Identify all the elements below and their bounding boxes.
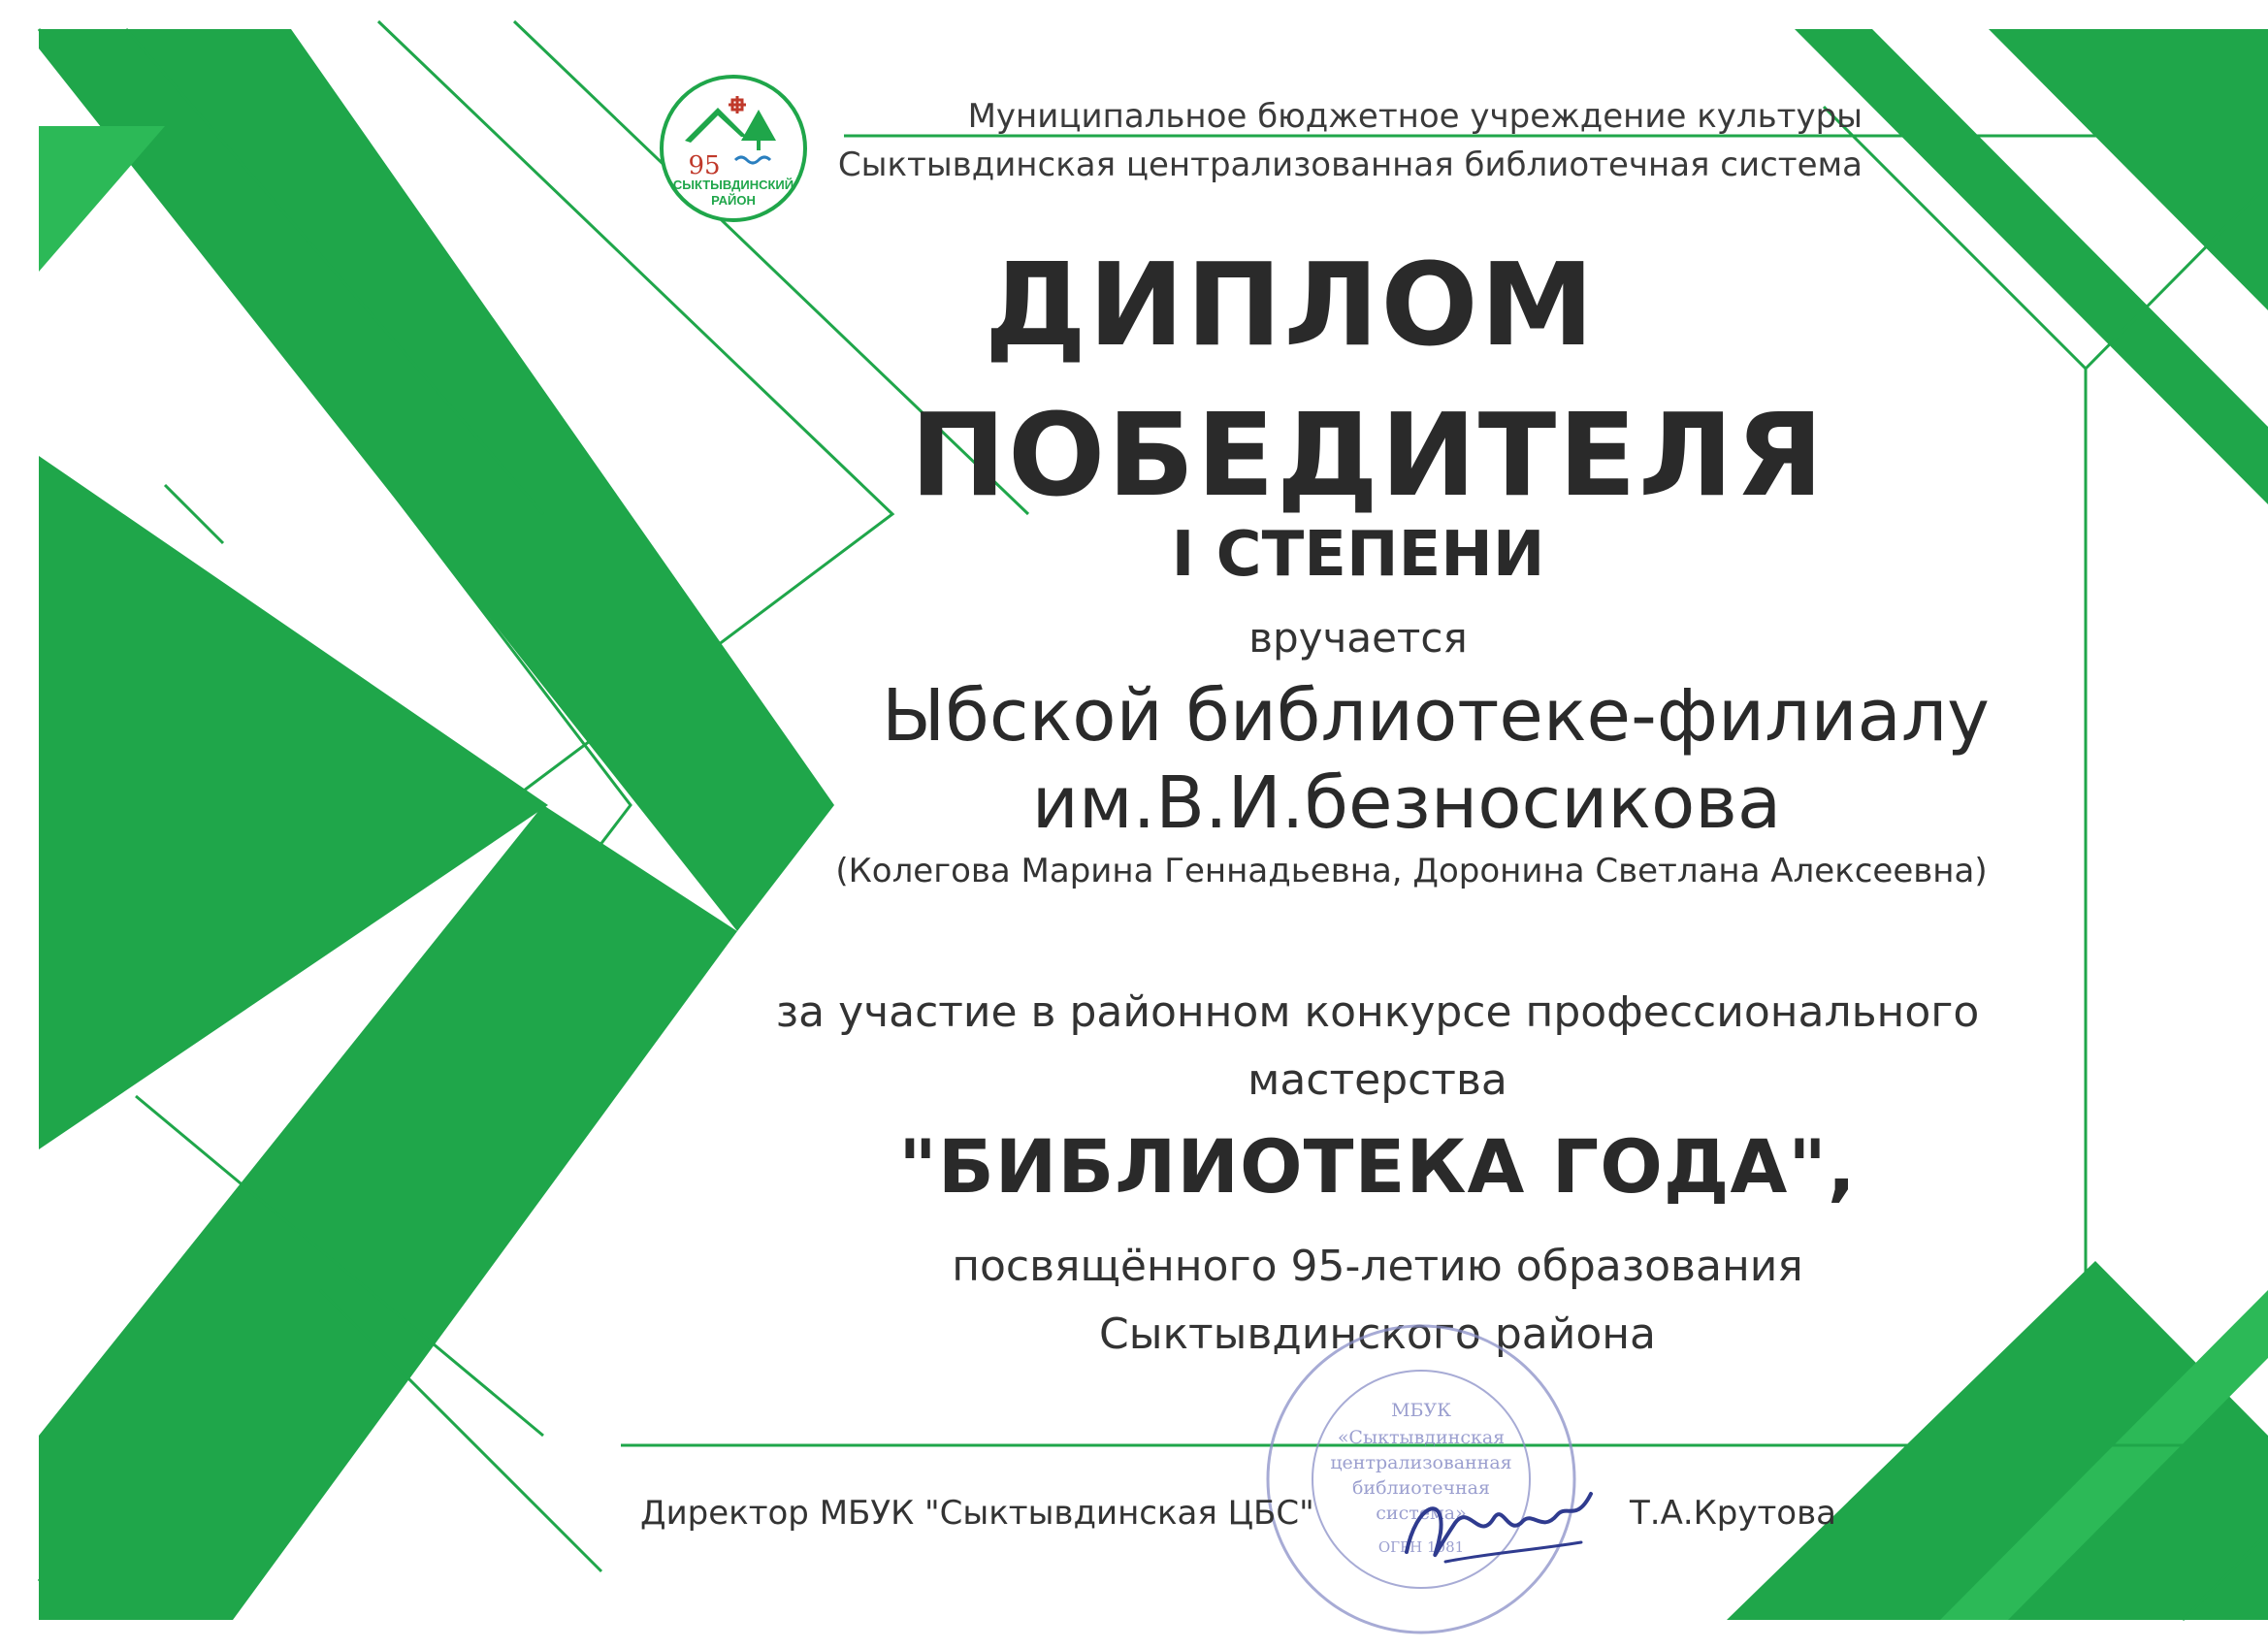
stamp-line5: система» bbox=[1376, 1503, 1467, 1524]
stamp-line2: «Сыктывдинская bbox=[1337, 1427, 1506, 1448]
signatory-title: Директор МБУК "Сыктывдинская ЦБС" bbox=[640, 1494, 1314, 1533]
logo-line1: СЫКТЫВДИНСКИЙ bbox=[672, 178, 794, 192]
director-signature bbox=[1387, 1465, 1610, 1581]
stamp-ogrn: ОГРН 1081 bbox=[1377, 1538, 1465, 1556]
ornament-icon bbox=[729, 96, 746, 113]
diploma-degree: I СТЕПЕНИ bbox=[1171, 519, 1545, 591]
stamp-line1: МБУК bbox=[1391, 1400, 1451, 1421]
dedication-line1: посвящённого 95-летию образования bbox=[952, 1242, 1803, 1291]
diploma-title-line2: ПОБЕДИТЕЛЯ bbox=[910, 388, 1826, 522]
stamp-line3: централизованная bbox=[1330, 1452, 1512, 1473]
district-logo bbox=[658, 73, 809, 224]
recipient-line2: им.В.И.безносикова bbox=[1031, 761, 1782, 845]
logo-number: 95 bbox=[688, 151, 721, 180]
signatory-name: Т.А.Крутова bbox=[1630, 1494, 1836, 1533]
recipient-members: (Колегова Марина Геннадьевна, Доронина Светлана Алексеевна) bbox=[835, 852, 1988, 890]
diploma-title-line1: ДИПЛОМ bbox=[984, 238, 1597, 372]
organization-line2: Сыктывдинская централизованная библиотечная система bbox=[837, 146, 1863, 184]
logo-line2: РАЙОН bbox=[711, 193, 756, 208]
dedication-line2: Сыктывдинского района bbox=[1099, 1310, 1656, 1359]
right-top-ornament bbox=[1795, 29, 2268, 1290]
contest-name: "БИБЛИОТЕКА ГОДА", bbox=[898, 1123, 1857, 1210]
recipient-line1: Ыбской библиотеке-филиалу bbox=[882, 674, 1990, 758]
organization-line1: Муниципальное бюджетное учреждение культуры bbox=[967, 97, 1863, 136]
reason-line2: мастерства bbox=[1247, 1055, 1507, 1105]
reason-line1: за участие в районном конкурсе профессионального bbox=[775, 987, 1980, 1037]
awarded-label: вручается bbox=[1248, 614, 1468, 662]
stamp-line4: библиотечная bbox=[1351, 1477, 1491, 1499]
